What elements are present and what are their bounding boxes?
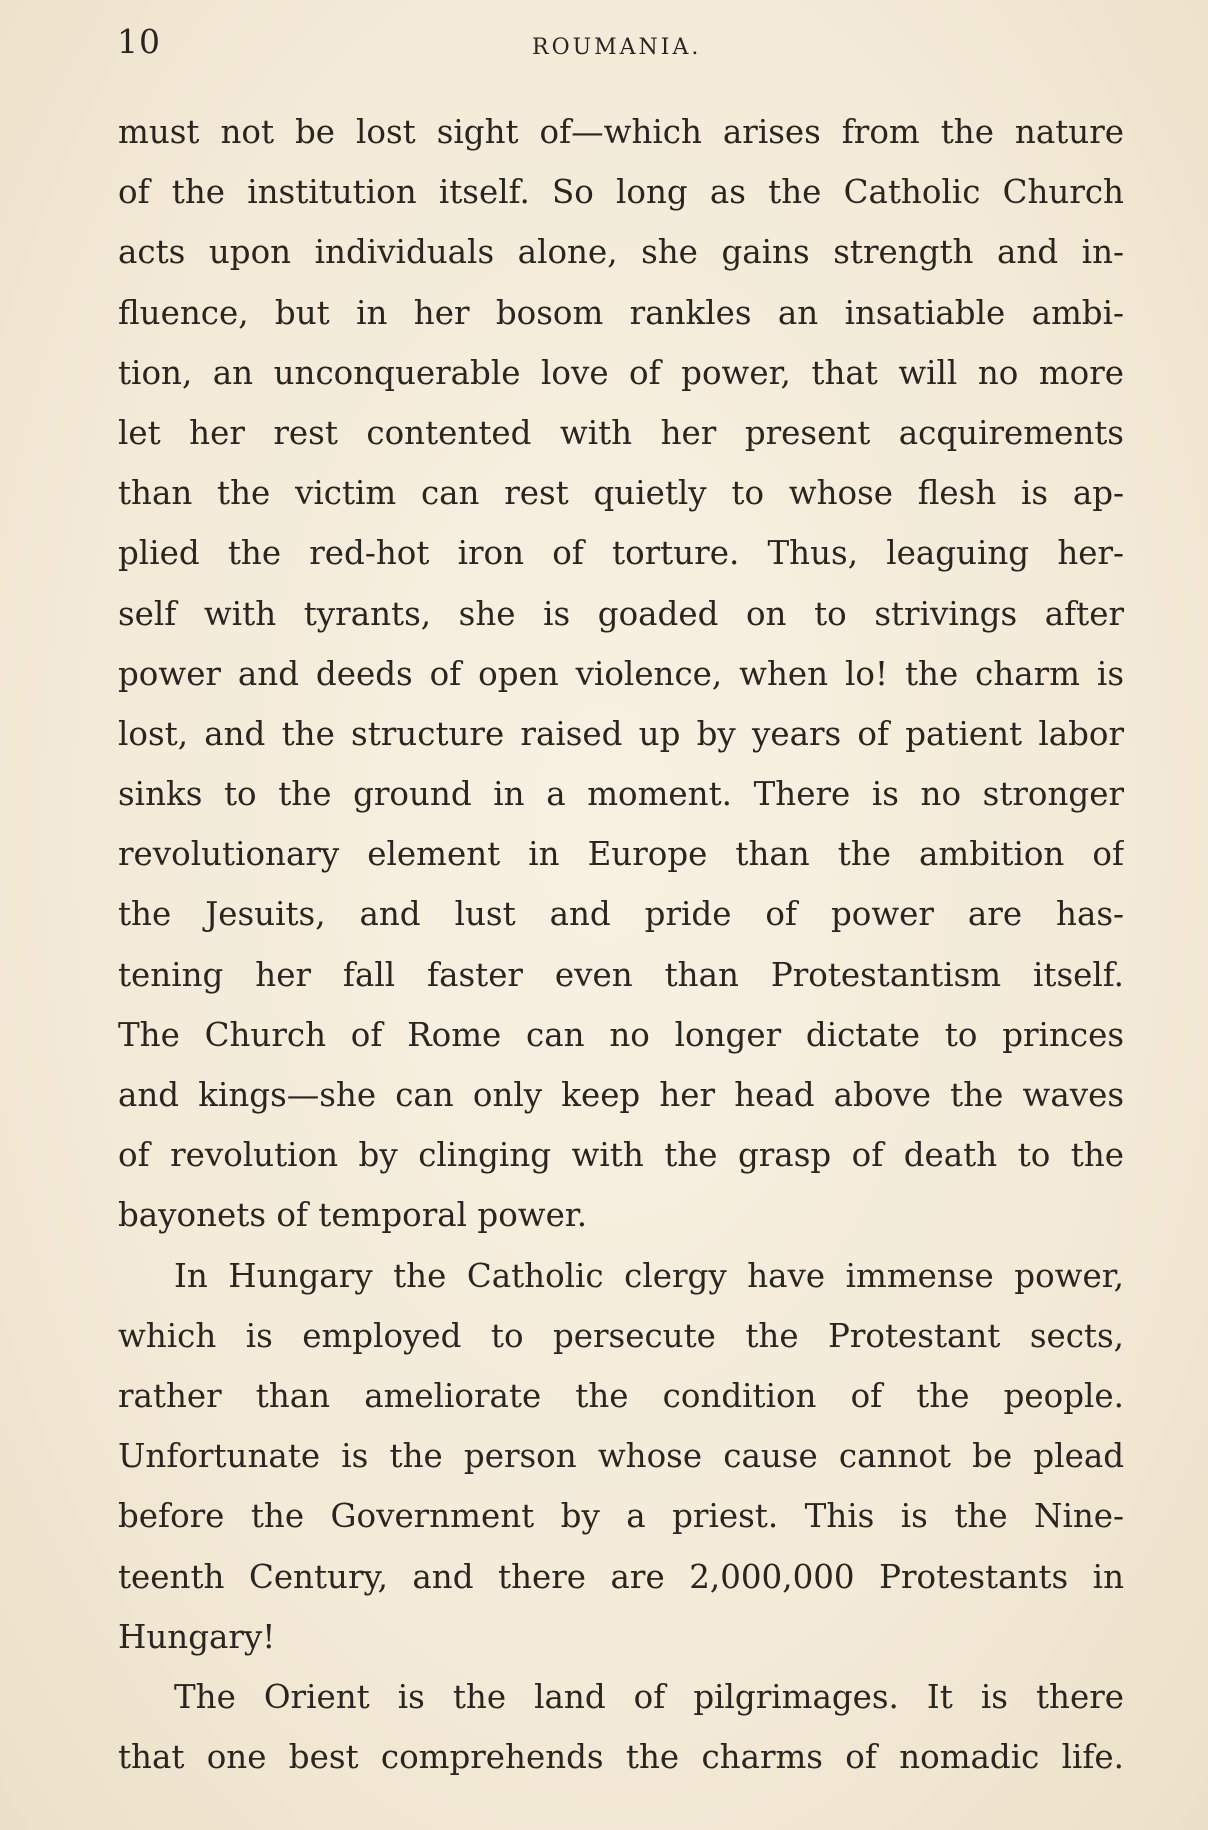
text-line: of revolution by clinging with the grasp of death to the — [118, 1136, 1124, 1175]
text-line: bayonets of temporal power. — [118, 1196, 588, 1235]
body-text — [118, 102, 1124, 1787]
text-line: that one best comprehends the charms of nomadic life. — [118, 1738, 1124, 1777]
text-line: tening her fall faster even than Protestantism itself. — [118, 955, 1124, 994]
text-line: fluence, but in her bosom rankles an insatiable ambi- — [118, 293, 1124, 332]
running-head — [112, 22, 1122, 72]
text-line: the Jesuits, and lust and pride of power are has- — [118, 895, 1124, 934]
text-line: acts upon individuals alone, she gains strength and in- — [118, 233, 1124, 272]
text-line: before the Government by a priest. This is the Nine- — [118, 1497, 1124, 1536]
text-line: Hungary! — [118, 1617, 276, 1656]
text-line: In Hungary the Catholic clergy have immense power, — [174, 1256, 1124, 1295]
running-title: ROUMANIA. — [532, 35, 702, 60]
text-line: lost, and the structure raised up by years of patient labor — [118, 714, 1124, 753]
text-line: sinks to the ground in a moment. There is no stronger — [118, 775, 1124, 814]
text-line: self with tyrants, she is goaded on to strivings after — [118, 594, 1124, 633]
text-line: let her rest contented with her present acquirements — [118, 413, 1124, 452]
text-line: tion, an unconquerable love of power, that will no more — [118, 353, 1124, 392]
text-line: which is employed to persecute the Protestant sects, — [118, 1316, 1124, 1355]
text-line: power and deeds of open violence, when lo! the charm is — [118, 654, 1124, 693]
text-line: revolutionary element in Europe than the ambition of — [118, 835, 1124, 874]
text-line: Unfortunate is the person whose cause cannot be plead — [118, 1437, 1124, 1476]
text-line: The Church of Rome can no longer dictate to princes — [118, 1015, 1124, 1054]
page-number: 10 — [117, 22, 161, 61]
text-line: than the victim can rest quietly to whose flesh is ap- — [118, 474, 1124, 513]
text-line: teenth Century, and there are 2,000,000 Protestants in — [118, 1557, 1124, 1596]
text-line: of the institution itself. So long as the Catholic Church — [118, 173, 1124, 212]
text-line: and kings—she can only keep her head above the waves — [118, 1076, 1124, 1114]
text-line: rather than ameliorate the condition of the people. — [118, 1376, 1124, 1415]
text-line: plied the red-hot iron of torture. Thus, leaguing her- — [118, 534, 1124, 573]
text-line: must not be lost sight of—which arises from the nature — [118, 113, 1124, 151]
text-line: The Orient is the land of pilgrimages. It is there — [174, 1677, 1124, 1716]
